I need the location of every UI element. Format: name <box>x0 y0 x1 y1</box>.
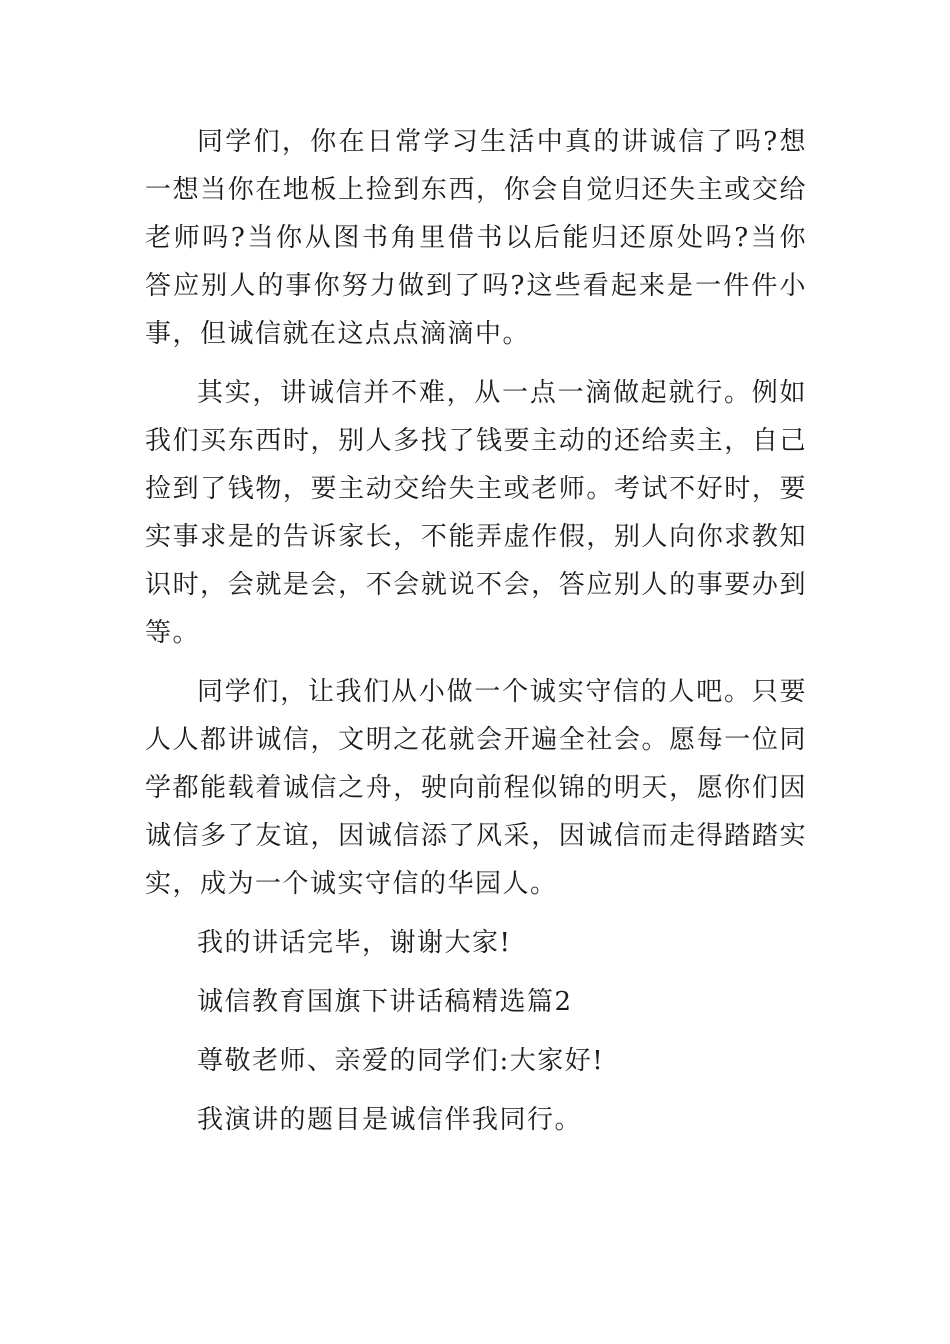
closing-line: 我的讲话完毕，谢谢大家! <box>197 928 512 958</box>
section-title: 诚信教育国旗下讲话稿精选篇2 <box>197 987 573 1017</box>
paragraph-honesty-call-to-action: 同学们，让我们从小做一个诚实守信的人吧。只要人人都讲诚信，文明之花就会开遍全社会。愿每一位同学都能载着诚信之舟，驶向前程似锦的明天，愿你们因诚信多了友谊，因诚信添了风采，因诚信而走得踏踏实实，成为一个诚实守信的华园人。 <box>145 677 807 899</box>
greeting-line: 尊敬老师、亲爱的同学们:大家好! <box>197 1046 605 1076</box>
topic-line: 我演讲的题目是诚信伴我同行。 <box>197 1105 583 1135</box>
paragraph-honesty-questions: 同学们，你在日常学习生活中真的讲诚信了吗?想一想当你在地板上捡到东西，你会自觉归还失主或交给老师吗?当你从图书角里借书以后能归还原处吗?当你答应别人的事你努力做到了吗?这些看起来是一件件小事，但诚信就在这点点滴滴中。 <box>145 127 807 349</box>
document-page <box>145 118 807 1144</box>
paragraph-honesty-examples: 其实，讲诚信并不难，从一点一滴做起就行。例如我们买东西时，别人多找了钱要主动的还给卖主，自己捡到了钱物，要主动交给失主或老师。考试不好时，要实事求是的告诉家长，不能弄虚作假，别人向你求教知识时，会就是会，不会就说不会，答应别人的事要办到等。 <box>145 378 807 648</box>
